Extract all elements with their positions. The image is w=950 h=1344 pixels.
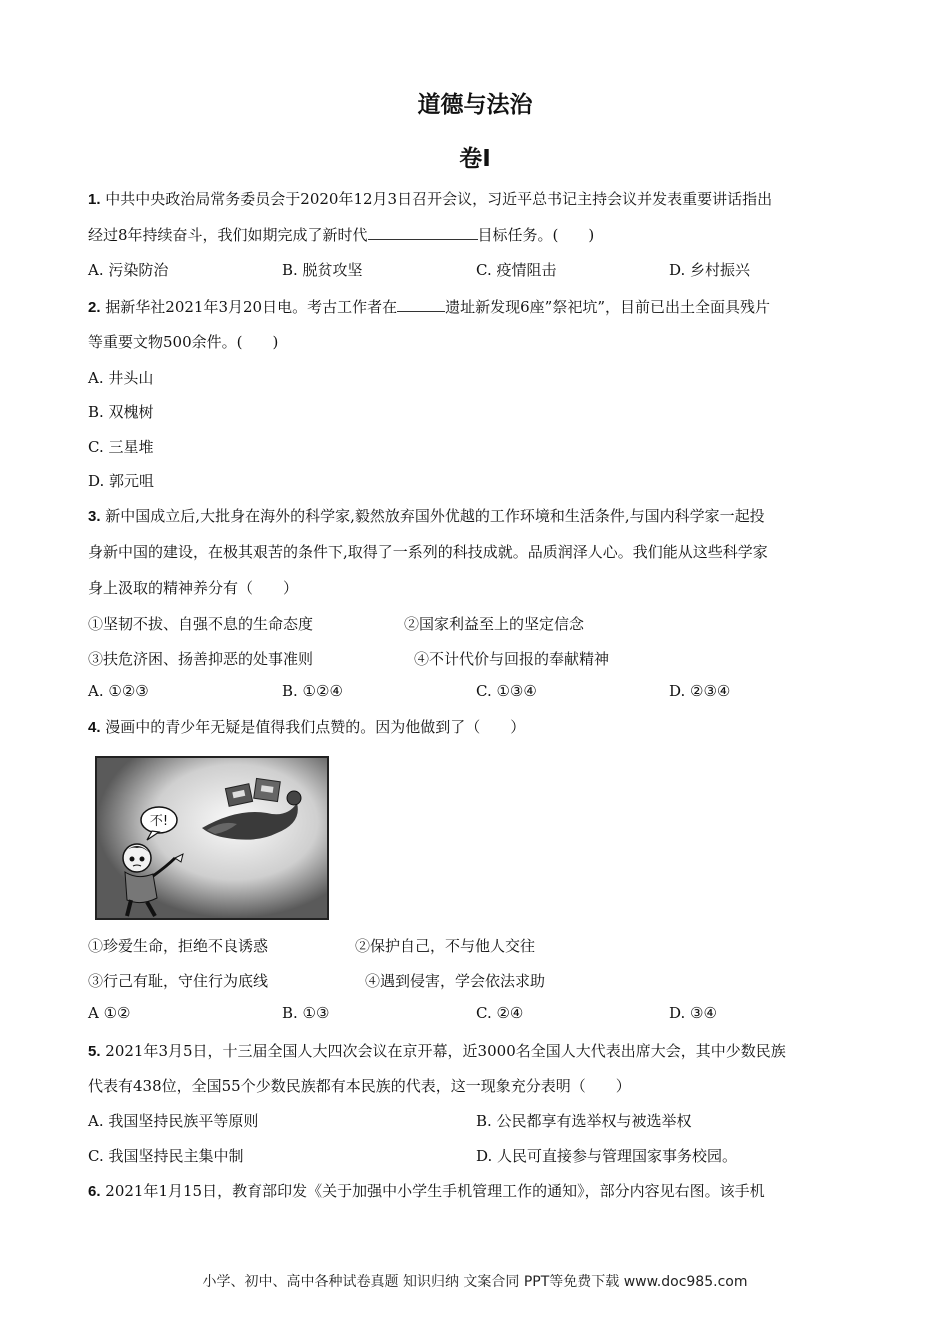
- question-3-line-2: 身新中国的建设，在极其艰苦的条件下,取得了一系列的科技成就。品质润泽人心。我们能从这些科学家: [88, 543, 768, 561]
- answer-blank[interactable]: [368, 225, 478, 240]
- question-text: 新中国成立后,大批身在海外的科学家,毅然放弃国外优越的工作环境和生活条件,与国内科学家一起投: [105, 507, 765, 525]
- option-b[interactable]: B. ①③: [282, 1004, 330, 1022]
- question-2-line-2: 等重要文物500余件。( ): [88, 333, 279, 351]
- statement-1: ①坚韧不拔、自强不息的生命态度: [88, 615, 314, 633]
- comic-illustration: [95, 756, 329, 920]
- option-a[interactable]: A. 污染防治: [88, 261, 169, 279]
- question-number: 6.: [88, 1183, 101, 1200]
- question-number: 3.: [88, 508, 101, 525]
- question-number: 5.: [88, 1043, 101, 1060]
- option-d[interactable]: D. 郭元咀: [88, 472, 155, 490]
- question-number: 1.: [88, 191, 101, 208]
- question-text: 漫画中的青少年无疑是值得我们点赞的。因为他做到了（ ）: [105, 718, 526, 736]
- option-c[interactable]: C. ②④: [476, 1004, 524, 1022]
- answer-blank[interactable]: [397, 297, 445, 312]
- page-title: 道德与法治: [417, 92, 533, 118]
- question-text: 2021年1月15日，教育部印发《关于加强中小学生手机管理工作的通知》，部分内容见右图。该手机: [105, 1182, 765, 1200]
- question-text: 目标任务。( ): [477, 226, 595, 244]
- question-1-line-2: [88, 224, 594, 245]
- question-5: [88, 1040, 786, 1061]
- question-text: 遗址新发现6座”祭祀坑”，目前已出土全面具残片: [445, 298, 770, 316]
- option-d[interactable]: D. 人民可直接参与管理国家事务校园。: [476, 1147, 738, 1165]
- question-3: [88, 505, 765, 526]
- option-a[interactable]: A. 我国坚持民族平等原则: [88, 1112, 259, 1130]
- statement-3: ③行己有耻，守住行为底线: [88, 972, 269, 990]
- option-c[interactable]: C. 疫情阻击: [476, 261, 557, 279]
- option-d[interactable]: D. ③④: [669, 1004, 717, 1022]
- question-text: 2021年3月5日，十三届全国人大四次会议在京开幕，近3000名全国人大代表出席大会，其中少数民族: [105, 1042, 786, 1060]
- option-c[interactable]: C. 我国坚持民主集中制: [88, 1147, 244, 1165]
- statement-3: ③扶危济困、扬善抑恶的处事准则: [88, 650, 314, 668]
- option-b[interactable]: B. 脱贫攻坚: [282, 261, 363, 279]
- statement-4: ④不计代价与回报的奉献精神: [414, 650, 610, 668]
- option-c[interactable]: C. ①③④: [476, 682, 537, 700]
- option-a[interactable]: A. 井头山: [88, 369, 154, 387]
- option-a[interactable]: A. ①②③: [88, 682, 149, 700]
- page-footer: 小学、初中、高中各种试卷真题 知识归纳 文案合同 PPT等免费下载 www.doc985.com: [202, 1274, 748, 1290]
- question-text: 中共中央政治局常务委员会于2020年12月3日召开会议，习近平总书记主持会议并发表重要讲话指出: [105, 190, 773, 208]
- question-number: 2.: [88, 299, 101, 316]
- option-d[interactable]: D. 乡村振兴: [669, 261, 751, 279]
- question-text: 经过8年持续奋斗，我们如期完成了新时代: [88, 226, 368, 244]
- question-2: [88, 296, 770, 317]
- option-a[interactable]: A ①②: [88, 1004, 131, 1022]
- statement-1: ①珍爱生命，拒绝不良诱惑: [88, 937, 269, 955]
- option-c[interactable]: C. 三星堆: [88, 438, 154, 456]
- statement-2: ②国家利益至上的坚定信念: [404, 615, 585, 633]
- option-b[interactable]: B. 公民都享有选举权与被选举权: [476, 1112, 692, 1130]
- comic-drawing: [97, 758, 327, 918]
- section-title: 卷I: [459, 146, 491, 172]
- question-1: [88, 188, 772, 209]
- question-text: 据新华社2021年3月20日电。考古工作者在: [105, 298, 398, 316]
- statement-4: ④遇到侵害，学会依法求助: [365, 972, 546, 990]
- question-3-line-3: 身上汲取的精神养分有（ ）: [88, 579, 299, 597]
- bubble-text: 不!: [149, 814, 169, 829]
- statement-2: ②保护自己，不与他人交往: [355, 937, 536, 955]
- option-b[interactable]: B. 双槐树: [88, 403, 154, 421]
- question-4: [88, 716, 525, 737]
- option-d[interactable]: D. ②③④: [669, 682, 731, 700]
- question-number: 4.: [88, 719, 101, 736]
- option-b[interactable]: B. ①②④: [282, 682, 343, 700]
- question-6: [88, 1180, 765, 1201]
- question-5-line-2: 代表有438位，全国55个少数民族都有本民族的代表，这一现象充分表明（ ）: [88, 1077, 631, 1095]
